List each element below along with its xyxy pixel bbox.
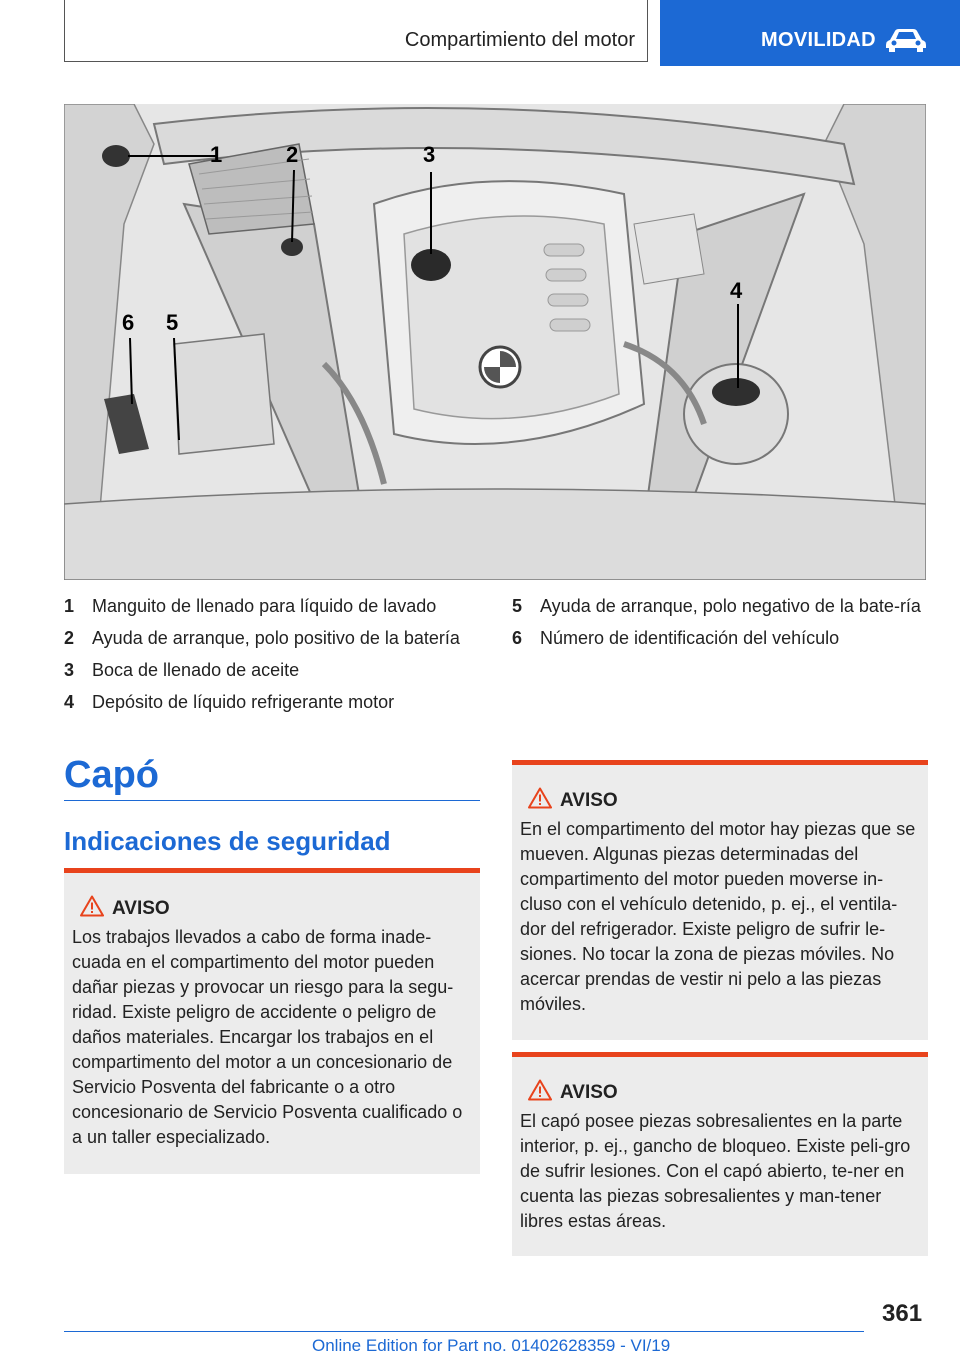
engine-illustration: [64, 104, 926, 580]
callout-4: 4: [730, 278, 743, 303]
legend-text: Ayuda de arranque, polo negativo de la bate‐ría: [540, 596, 921, 616]
figure-legend-left: [64, 594, 484, 722]
warning-triangle-icon: [80, 895, 104, 917]
legend-number: 5: [512, 596, 523, 616]
legend-item: [64, 690, 484, 715]
legend-item: [512, 594, 928, 619]
section-title-rule: [64, 800, 480, 801]
legend-item: [64, 594, 484, 619]
footer-edition: Online Edition for Part no. 01402628359 - VI/19: [312, 1336, 671, 1355]
legend-item: [512, 626, 928, 651]
legend-text: Depósito de líquido refrigerante motor: [92, 692, 395, 712]
warning-title: AVISO: [112, 898, 170, 919]
warning-header: [72, 893, 472, 923]
legend-text: Ayuda de arranque, polo positivo de la batería: [92, 628, 460, 648]
warning-triangle-icon: [528, 1079, 552, 1101]
callout-6: 6: [122, 310, 135, 335]
warning-box: [512, 1052, 928, 1256]
header-section-label: MOVILIDAD: [761, 29, 876, 51]
legend-number: 6: [512, 628, 523, 648]
warning-header: [520, 785, 920, 815]
legend-text: Boca de llenado de aceite: [92, 660, 300, 680]
legend-item: [64, 658, 484, 683]
warning-title: AVISO: [560, 790, 618, 811]
warning-text: El capó posee piezas sobresalientes en la parte interior, p. ej., gancho de bloqueo. Existe peli‐gro de sufrir lesiones. Con el capó abierto, te‐ner en cuenta las piezas sobresalientes y man‐tener libres estas áreas.: [520, 1111, 911, 1231]
warning-triangle-icon: [528, 787, 552, 809]
legend-number: 3: [64, 660, 75, 680]
section-subtitle: Indicaciones de seguridad: [64, 826, 391, 856]
legend-number: 1: [64, 596, 75, 616]
legend-number: 4: [64, 692, 75, 712]
warning-box: [64, 868, 480, 1174]
warning-header: [520, 1077, 920, 1107]
warning-text: En el compartimento del motor hay piezas que se mueven. Algunas piezas determinadas del compartimento del motor pueden moverse in‐cluso con el vehículo detenido, p. ej., el ventila‐dor del refrigerador. Existe peligro de sufrir le‐siones. No tocar la zona de piezas móviles. No acercar prendas de vestir ni pelo a las piezas móviles.: [520, 819, 916, 1014]
section-title: Capó: [64, 754, 159, 796]
page-header-title: Compartimiento del motor: [404, 29, 635, 51]
legend-text: Manguito de llenado para líquido de lavado: [92, 596, 437, 616]
engine-compartment-figure: [64, 104, 926, 580]
car-icon: [884, 26, 928, 52]
warning-text: Los trabajos llevados a cabo de forma inade‐cuada en el compartimento del motor pueden dañar piezas y provocar un riesgo para la segu‐ridad. Existe peligro de accidente o peligro de daños materiales. Encargar los trabajos en el compartimento del motor a un concesionario de Servicio Posventa del fabricante o a otro concesionario de Servicio Posventa cualificado o a un taller especializado.: [72, 927, 463, 1147]
warning-title: AVISO: [560, 1082, 618, 1103]
legend-text: Número de identificación del vehículo: [540, 628, 840, 648]
callout-2: 2: [286, 142, 299, 167]
figure-legend-right: [512, 594, 928, 658]
legend-number: 2: [64, 628, 75, 648]
callout-1: 1: [210, 142, 223, 167]
warning-box: [512, 760, 928, 1040]
legend-item: [64, 626, 484, 651]
callout-5: 5: [166, 310, 179, 335]
header-title-box: [64, 0, 648, 62]
header-section-tab: [660, 0, 960, 66]
callout-3: 3: [423, 142, 436, 167]
footer-rule: [64, 1331, 864, 1332]
page-number: 361: [882, 1300, 923, 1327]
